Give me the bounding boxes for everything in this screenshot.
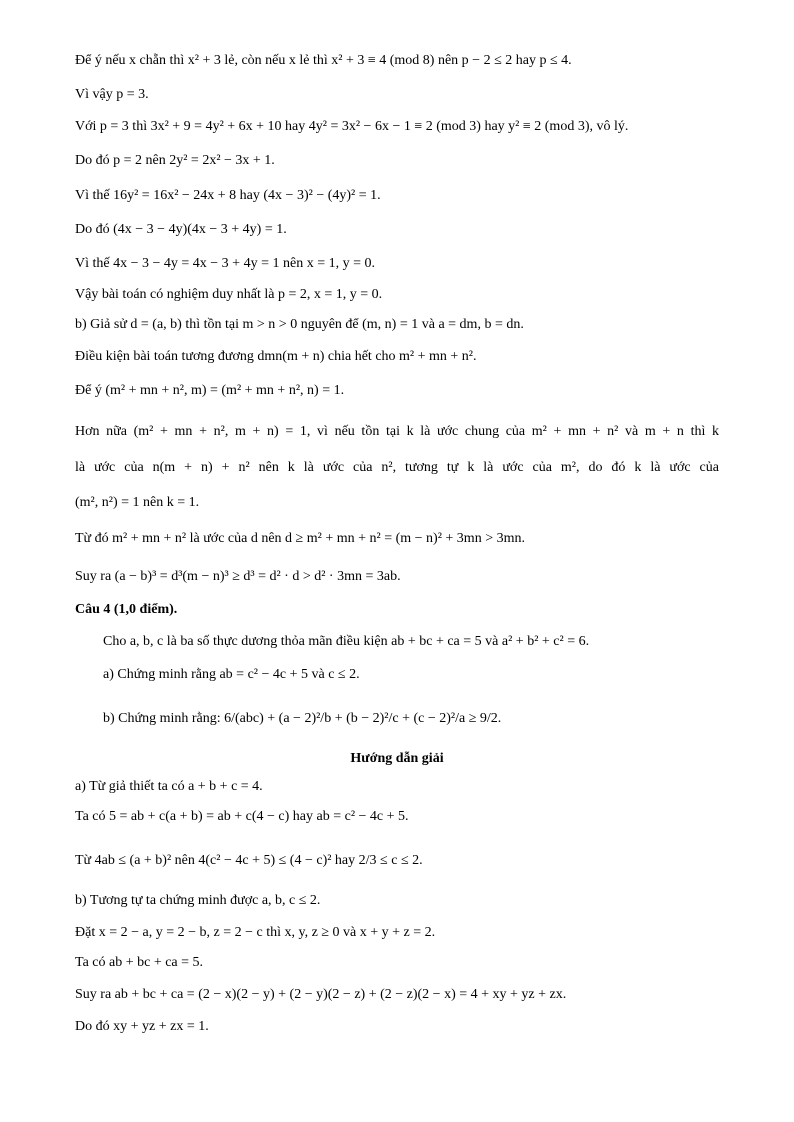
text-line: Để ý nếu x chẵn thì x² + 3 lẻ, còn nếu x lẻ thì x² + 3 ≡ 4 (mod 8) nên p − 2 ≤ 2 hay p ≤ 4. bbox=[75, 53, 572, 68]
text-line: Vì vậy p = 3. bbox=[75, 87, 149, 102]
text-line: Với p = 3 thì 3x² + 9 = 4y² + 6x + 10 hay 4y² = 3x² − 6x − 1 ≡ 2 (mod 3) hay y² ≡ 2 (mod 3), vô lý. bbox=[75, 119, 629, 134]
problem-statement: Cho a, b, c là ba số thực dương thỏa mãn điều kiện ab + bc + ca = 5 và a² + b² + c² = 6. bbox=[103, 634, 590, 649]
text-line: a) Từ giả thiết ta có a + b + c = 4. bbox=[75, 779, 263, 794]
text-line: Do đó xy + yz + zx = 1. bbox=[75, 1019, 209, 1034]
text-line: Suy ra (a − b)³ = d³(m − n)³ ≥ d³ = d² · d > d² · 3mn = 3ab. bbox=[75, 569, 401, 584]
text-line: Ta có 5 = ab + c(a + b) = ab + c(4 − c) hay ab = c² − 4c + 5. bbox=[75, 809, 409, 824]
text-line: Để ý (m² + mn + n², m) = (m² + mn + n², n) = 1. bbox=[75, 383, 345, 398]
text-line: Suy ra ab + bc + ca = (2 − x)(2 − y) + (2 − y)(2 − z) + (2 − z)(2 − x) = 4 + xy + yz + zx. bbox=[75, 987, 567, 1002]
text-line: b) Tương tự ta chứng minh được a, b, c ≤ 2. bbox=[75, 893, 321, 908]
text-line: Vì thế 16y² = 16x² − 24x + 8 hay (4x − 3)² − (4y)² = 1. bbox=[75, 188, 381, 203]
text-line: Hơn nữa (m² + mn + n², m + n) = 1, vì nếu tồn tại k là ước chung của m² + mn + n² và m + n thì k bbox=[75, 424, 719, 439]
problem-part-a: a) Chứng minh rằng ab = c² − 4c + 5 và c ≤ 2. bbox=[103, 667, 360, 682]
problem-part-b: b) Chứng minh rằng: 6/(abc) + (a − 2)²/b + (b − 2)²/c + (c − 2)²/a ≥ 9/2. bbox=[103, 711, 502, 726]
text-line: Vậy bài toán có nghiệm duy nhất là p = 2, x = 1, y = 0. bbox=[75, 287, 383, 302]
text-line: Từ 4ab ≤ (a + b)² nên 4(c² − 4c + 5) ≤ (4 − c)² hay 2/3 ≤ c ≤ 2. bbox=[75, 853, 423, 868]
text-line: b) Giả sử d = (a, b) thì tồn tại m > n > 0 nguyên để (m, n) = 1 và a = dm, b = dn. bbox=[75, 317, 524, 332]
text-line: Điều kiện bài toán tương đương dmn(m + n) chia hết cho m² + mn + n². bbox=[75, 349, 477, 364]
text-line: Vì thế 4x − 3 − 4y = 4x − 3 + 4y = 1 nên x = 1, y = 0. bbox=[75, 256, 375, 271]
section-heading: Câu 4 (1,0 điểm). bbox=[75, 602, 178, 617]
text-line: Do đó (4x − 3 − 4y)(4x − 3 + 4y) = 1. bbox=[75, 222, 287, 237]
text-line: (m², n²) = 1 nên k = 1. bbox=[75, 495, 200, 510]
solution-heading: Hướng dẫn giải bbox=[350, 751, 444, 766]
text-line: Từ đó m² + mn + n² là ước của d nên d ≥ m² + mn + n² = (m − n)² + 3mn > 3mn. bbox=[75, 531, 525, 546]
text-line: Đặt x = 2 − a, y = 2 − b, z = 2 − c thì x, y, z ≥ 0 và x + y + z = 2. bbox=[75, 925, 436, 940]
text-line: Ta có ab + bc + ca = 5. bbox=[75, 955, 204, 970]
text-line: Do đó p = 2 nên 2y² = 2x² − 3x + 1. bbox=[75, 153, 275, 168]
text-line: là ước của n(m + n) + n² nên k là ước của n², tương tự k là ước của m², do đó k là ước của bbox=[75, 460, 719, 475]
